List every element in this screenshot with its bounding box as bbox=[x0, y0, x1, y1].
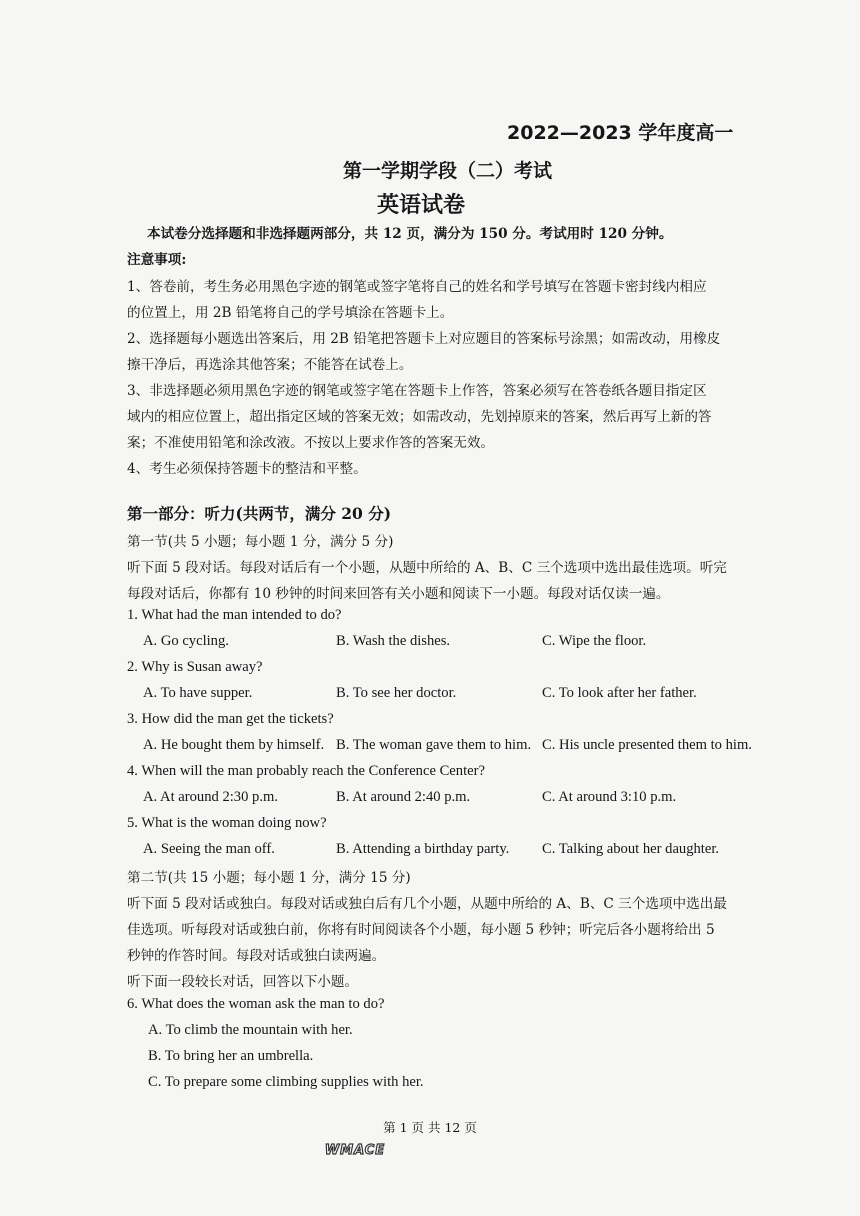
notice-line: 1、答卷前，考生务必用黑色字迹的钢笔或签字笔将自己的姓名和学号填写在答题卡密封线内相应 bbox=[127, 279, 707, 295]
exam-intro: 本试卷分选择题和非选择题两部分，共 12 页，满分为 150 分。考试用时 120 分钟。 bbox=[147, 226, 673, 242]
watermark-logo: WMACE bbox=[324, 1143, 386, 1158]
notice-line: 4、考生必须保持答题卡的整洁和平整。 bbox=[127, 461, 367, 477]
notice-line: 2、选择题每小题选出答案后，用 2B 铅笔把答题卡上对应题目的答案标号涂黑；如需改动，用橡皮 bbox=[127, 331, 721, 347]
section1-instruction: 每段对话后，你都有 10 秒钟的时间来回答有关小题和阅读下一小题。每段对话仅读一遍。 bbox=[127, 586, 670, 602]
q2-option-b: B. To see her doctor. bbox=[336, 685, 457, 701]
notice-line: 案；不准使用铅笔和涂改液。不按以上要求作答的答案无效。 bbox=[127, 435, 495, 451]
question-3: 3. How did the man get the tickets? bbox=[127, 711, 334, 727]
question-4: 4. When will the man probably reach the Conference Center? bbox=[127, 763, 485, 779]
q1-option-c: C. Wipe the floor. bbox=[542, 633, 647, 649]
q5-option-a: A. Seeing the man off. bbox=[143, 841, 275, 857]
question-5: 5. What is the woman doing now? bbox=[127, 815, 327, 831]
q4-option-c: C. At around 3:10 p.m. bbox=[542, 789, 677, 805]
q4-option-b: B. At around 2:40 p.m. bbox=[336, 789, 471, 805]
q3-option-c: C. His uncle presented them to him. bbox=[542, 737, 752, 753]
q2-option-a: A. To have supper. bbox=[143, 685, 253, 701]
section1-title: 第一节(共 5 小题；每小题 1 分，满分 5 分) bbox=[127, 534, 394, 550]
part1-title: 第一部分：听力(共两节，满分 20 分) bbox=[127, 504, 392, 523]
q4-option-a: A. At around 2:30 p.m. bbox=[143, 789, 278, 805]
q2-option-c: C. To look after her father. bbox=[542, 685, 697, 701]
notice-line: 域内的相应位置上，超出指定区域的答案无效；如需改动，先划掉原来的答案，然后再写上新的答 bbox=[127, 409, 712, 425]
question-2: 2. Why is Susan away? bbox=[127, 659, 263, 675]
title-subject: 英语试卷 bbox=[377, 193, 466, 218]
section1-instruction: 听下面 5 段对话。每段对话后有一个小题，从题中所给的 A、B、C 三个选项中选出最佳选项。听完 bbox=[127, 560, 727, 576]
q5-option-b: B. Attending a birthday party. bbox=[336, 841, 510, 857]
title-year-line: 2022—2023 学年度高一 bbox=[507, 122, 734, 144]
section2-instruction: 听下面 5 段对话或独白。每段对话或独白后有几个小题，从题中所给的 A、B、C 三个选项中选出最 bbox=[127, 896, 727, 912]
q5-option-c: C. Talking about her daughter. bbox=[542, 841, 720, 857]
notice-line: 3、非选择题必须用黑色字迹的钢笔或签字笔在答题卡上作答，答案必须写在答卷纸各题目指定区 bbox=[127, 383, 707, 399]
q6-option-a: A. To climb the mountain with her. bbox=[148, 1022, 353, 1038]
section2-sub-instruction: 听下面一段较长对话，回答以下小题。 bbox=[127, 974, 359, 990]
notice-title: 注意事项: bbox=[127, 252, 187, 268]
q3-option-a: A. He bought them by himself. bbox=[143, 737, 325, 753]
q3-option-b: B. The woman gave them to him. bbox=[336, 737, 532, 753]
section2-instruction: 秒钟的作答时间。每段对话或独白读两遍。 bbox=[127, 948, 386, 964]
q6-option-c: C. To prepare some climbing supplies with her. bbox=[148, 1074, 424, 1090]
q6-option-b: B. To bring her an umbrella. bbox=[148, 1048, 314, 1064]
q1-option-b: B. Wash the dishes. bbox=[336, 633, 451, 649]
notice-line: 的位置上，用 2B 铅笔将自己的学号填涂在答题卡上。 bbox=[127, 305, 454, 321]
section2-instruction: 佳选项。听每段对话或独白前，你将有时间阅读各个小题，每小题 5 秒钟；听完后各小题将给出 5 bbox=[127, 922, 715, 938]
question-6: 6. What does the woman ask the man to do? bbox=[127, 996, 385, 1012]
question-1: 1. What had the man intended to do? bbox=[127, 607, 342, 623]
notice-line: 擦干净后，再选涂其他答案；不能答在试卷上。 bbox=[127, 357, 413, 373]
title-exam-line: 第一学期学段（二）考试 bbox=[343, 160, 553, 182]
page-number: 第 1 页 共 12 页 bbox=[383, 1120, 477, 1135]
q1-option-a: A. Go cycling. bbox=[143, 633, 229, 649]
section2-title: 第二节(共 15 小题；每小题 1 分，满分 15 分) bbox=[127, 870, 411, 886]
